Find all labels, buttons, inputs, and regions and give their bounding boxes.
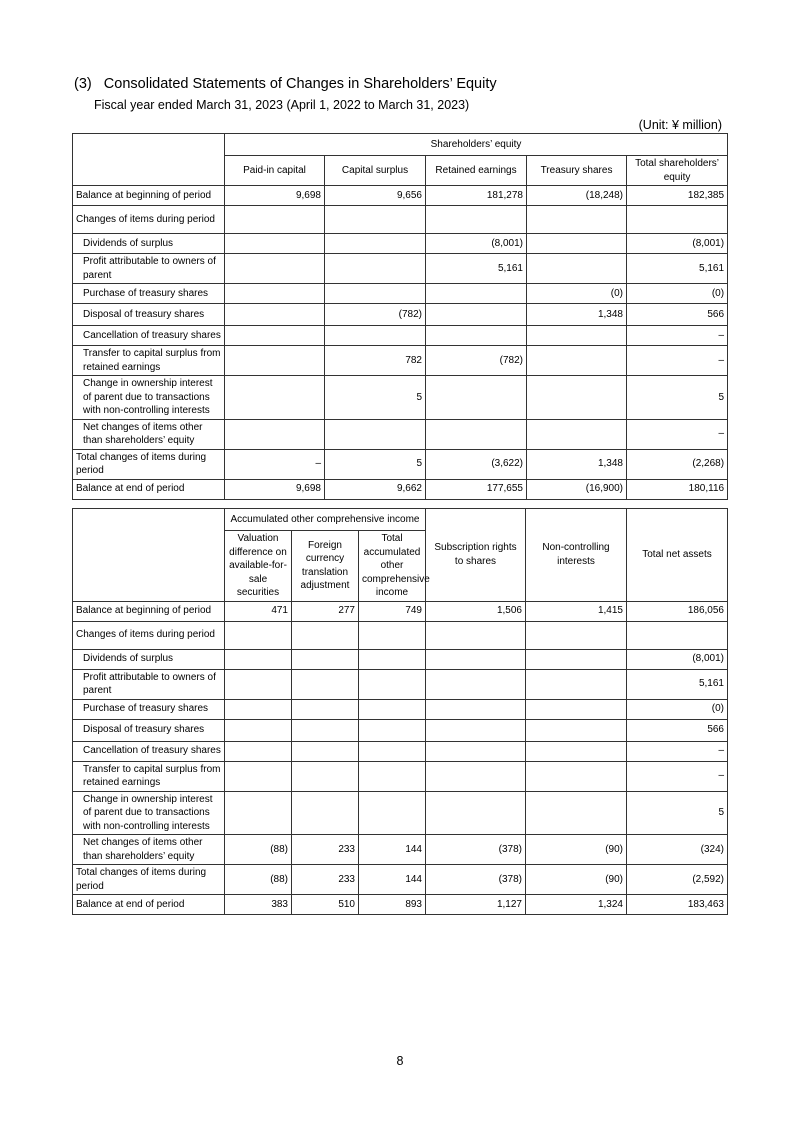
column-header: Subscription rights to shares [426, 509, 526, 602]
table-row [73, 449, 728, 479]
corner-cell [73, 134, 225, 186]
value-cell: – [225, 449, 325, 479]
value-cell: 9,656 [325, 186, 426, 206]
value-cell: 9,698 [225, 479, 325, 499]
value-cell [292, 791, 359, 835]
value-cell: 5,161 [627, 254, 728, 284]
column-header: Capital surplus [325, 156, 426, 186]
value-cell: (2,268) [627, 449, 728, 479]
value-cell: 1,348 [527, 449, 627, 479]
value-cell: (90) [526, 865, 627, 895]
table-row [73, 479, 728, 499]
value-cell: – [627, 326, 728, 346]
value-cell: 1,415 [526, 601, 627, 621]
value-cell [325, 419, 426, 449]
table-row [73, 234, 728, 254]
value-cell: 1,127 [426, 895, 526, 915]
table-row [73, 835, 728, 865]
value-cell: (324) [627, 835, 728, 865]
value-cell [292, 699, 359, 719]
value-cell [526, 761, 627, 791]
value-cell [426, 206, 527, 234]
value-cell [359, 741, 426, 761]
row-label: Total changes of items during period [73, 865, 225, 895]
corner-cell [73, 509, 225, 602]
row-label: Cancellation of treasury shares [73, 326, 225, 346]
group-header: Shareholders’ equity [225, 134, 728, 156]
value-cell: 1,324 [526, 895, 627, 915]
row-label: Purchase of treasury shares [73, 284, 225, 304]
value-cell [325, 206, 426, 234]
table-row [73, 326, 728, 346]
value-cell [426, 376, 527, 420]
table-row [73, 254, 728, 284]
table-row [73, 346, 728, 376]
value-cell [292, 741, 359, 761]
column-header: Paid-in capital [225, 156, 325, 186]
value-cell [292, 649, 359, 669]
value-cell: (8,001) [426, 234, 527, 254]
value-cell [359, 669, 426, 699]
value-cell [359, 649, 426, 669]
row-label: Net changes of items other than shareholders’ equity [73, 835, 225, 865]
value-cell [426, 699, 526, 719]
value-cell [526, 719, 627, 741]
value-cell [359, 791, 426, 835]
column-header: Non-controlling interests [526, 509, 627, 602]
value-cell: 1,506 [426, 601, 526, 621]
value-cell [292, 719, 359, 741]
table-row [73, 761, 728, 791]
value-cell: (0) [527, 284, 627, 304]
value-cell [225, 649, 292, 669]
value-cell: (3,622) [426, 449, 527, 479]
value-cell [225, 234, 325, 254]
value-cell: 186,056 [627, 601, 728, 621]
value-cell [225, 719, 292, 741]
table-row [73, 699, 728, 719]
value-cell: 144 [359, 865, 426, 895]
value-cell [527, 234, 627, 254]
value-cell [426, 741, 526, 761]
section-title: (3) Consolidated Statements of Changes in Shareholders’ Equity [74, 76, 497, 92]
row-label: Dividends of surplus [73, 234, 225, 254]
row-label: Balance at beginning of period [73, 601, 225, 621]
table-row [73, 649, 728, 669]
row-label: Changes of items during period [73, 621, 225, 649]
value-cell: 9,662 [325, 479, 426, 499]
value-cell [526, 741, 627, 761]
value-cell: 5 [325, 376, 426, 420]
value-cell: (378) [426, 865, 526, 895]
value-cell: 180,116 [627, 479, 728, 499]
row-label: Total changes of items during period [73, 449, 225, 479]
row-label: Balance at end of period [73, 895, 225, 915]
sub-column-header: Foreign currency translation adjustment [292, 531, 359, 602]
sub-column-header: Total accumulated other comprehensive income [359, 531, 426, 602]
value-cell [526, 621, 627, 649]
table-row [73, 865, 728, 895]
column-header: Treasury shares [527, 156, 627, 186]
value-cell: 471 [225, 601, 292, 621]
value-cell: (782) [426, 346, 527, 376]
table-row [73, 601, 728, 621]
row-label: Profit attributable to owners of parent [73, 669, 225, 699]
table-row [73, 206, 728, 234]
value-cell: 181,278 [426, 186, 527, 206]
value-cell [292, 761, 359, 791]
value-cell [325, 254, 426, 284]
group-header: Accumulated other comprehensive income [225, 509, 426, 531]
value-cell [426, 719, 526, 741]
value-cell: 566 [627, 719, 728, 741]
value-cell [225, 791, 292, 835]
value-cell: 182,385 [627, 186, 728, 206]
value-cell [627, 621, 728, 649]
value-cell: (0) [627, 284, 728, 304]
row-label: Dividends of surplus [73, 649, 225, 669]
value-cell: 749 [359, 601, 426, 621]
value-cell [292, 621, 359, 649]
row-label: Changes of items during period [73, 206, 225, 234]
value-cell: 5,161 [627, 669, 728, 699]
value-cell [359, 699, 426, 719]
value-cell: (0) [627, 699, 728, 719]
table-row [73, 669, 728, 699]
value-cell: 566 [627, 304, 728, 326]
table-row [73, 741, 728, 761]
value-cell: 782 [325, 346, 426, 376]
value-cell [325, 326, 426, 346]
value-cell: 277 [292, 601, 359, 621]
value-cell [225, 346, 325, 376]
row-label: Transfer to capital surplus from retained earnings [73, 346, 225, 376]
table-row [73, 304, 728, 326]
table-row [73, 719, 728, 741]
shareholders-equity-table [72, 133, 728, 500]
page-number: 8 [396, 1054, 404, 1068]
value-cell: – [627, 346, 728, 376]
value-cell [527, 419, 627, 449]
table-row [73, 376, 728, 420]
value-cell: 177,655 [426, 479, 527, 499]
value-cell [627, 206, 728, 234]
value-cell [527, 346, 627, 376]
value-cell: (88) [225, 835, 292, 865]
table-row [73, 791, 728, 835]
value-cell: 233 [292, 835, 359, 865]
value-cell [292, 669, 359, 699]
value-cell [527, 254, 627, 284]
value-cell [426, 649, 526, 669]
value-cell [526, 791, 627, 835]
value-cell [527, 376, 627, 420]
table-row [73, 621, 728, 649]
row-label: Change in ownership interest of parent due to transactions with non-controlling interests [73, 376, 225, 420]
value-cell [225, 669, 292, 699]
value-cell: 144 [359, 835, 426, 865]
value-cell [426, 761, 526, 791]
value-cell [225, 326, 325, 346]
column-header: Total net assets [627, 509, 728, 602]
value-cell [426, 791, 526, 835]
value-cell: (378) [426, 835, 526, 865]
value-cell [225, 699, 292, 719]
value-cell [225, 304, 325, 326]
value-cell [325, 284, 426, 304]
value-cell [526, 649, 627, 669]
accumulated-income-table [72, 508, 728, 915]
value-cell [359, 719, 426, 741]
value-cell: – [627, 419, 728, 449]
value-cell [225, 761, 292, 791]
value-cell [359, 761, 426, 791]
row-label: Balance at end of period [73, 479, 225, 499]
value-cell [426, 326, 527, 346]
value-cell [225, 376, 325, 420]
sub-column-header: Valuation difference on available-for-sale securities [225, 531, 292, 602]
value-cell [325, 234, 426, 254]
row-label: Balance at beginning of period [73, 186, 225, 206]
value-cell: 233 [292, 865, 359, 895]
value-cell [426, 284, 527, 304]
value-cell: 893 [359, 895, 426, 915]
table-row [73, 895, 728, 915]
row-label: Cancellation of treasury shares [73, 741, 225, 761]
table-row [73, 284, 728, 304]
table-row [73, 419, 728, 449]
value-cell: 5 [627, 791, 728, 835]
value-cell [526, 669, 627, 699]
row-label: Transfer to capital surplus from retained earnings [73, 761, 225, 791]
section-subtitle: Fiscal year ended March 31, 2023 (April 1, 2022 to March 31, 2023) [94, 98, 470, 112]
value-cell [426, 419, 527, 449]
value-cell: (88) [225, 865, 292, 895]
value-cell [225, 254, 325, 284]
value-cell: (18,248) [527, 186, 627, 206]
value-cell: 1,348 [527, 304, 627, 326]
value-cell: – [627, 761, 728, 791]
unit-label: (Unit: ¥ million) [638, 118, 722, 132]
value-cell: 5 [627, 376, 728, 420]
row-label: Purchase of treasury shares [73, 699, 225, 719]
value-cell [426, 304, 527, 326]
value-cell [225, 206, 325, 234]
value-cell [426, 621, 526, 649]
value-cell: 183,463 [627, 895, 728, 915]
value-cell [225, 419, 325, 449]
value-cell: (2,592) [627, 865, 728, 895]
value-cell [526, 699, 627, 719]
value-cell: 510 [292, 895, 359, 915]
row-label: Change in ownership interest of parent due to transactions with non-controlling interests [73, 791, 225, 835]
row-label: Disposal of treasury shares [73, 719, 225, 741]
row-label: Profit attributable to owners of parent [73, 254, 225, 284]
value-cell: (90) [526, 835, 627, 865]
value-cell [527, 206, 627, 234]
value-cell [359, 621, 426, 649]
value-cell: 5 [325, 449, 426, 479]
value-cell [225, 284, 325, 304]
value-cell: – [627, 741, 728, 761]
value-cell: (8,001) [627, 649, 728, 669]
value-cell [225, 621, 292, 649]
value-cell: 383 [225, 895, 292, 915]
row-label: Disposal of treasury shares [73, 304, 225, 326]
column-header: Total shareholders’ equity [627, 156, 728, 186]
value-cell: 5,161 [426, 254, 527, 284]
value-cell [527, 326, 627, 346]
value-cell: (16,900) [527, 479, 627, 499]
value-cell: (782) [325, 304, 426, 326]
value-cell: (8,001) [627, 234, 728, 254]
value-cell [426, 669, 526, 699]
column-header: Retained earnings [426, 156, 527, 186]
value-cell [225, 741, 292, 761]
row-label: Net changes of items other than shareholders’ equity [73, 419, 225, 449]
table-row [73, 186, 728, 206]
value-cell: 9,698 [225, 186, 325, 206]
